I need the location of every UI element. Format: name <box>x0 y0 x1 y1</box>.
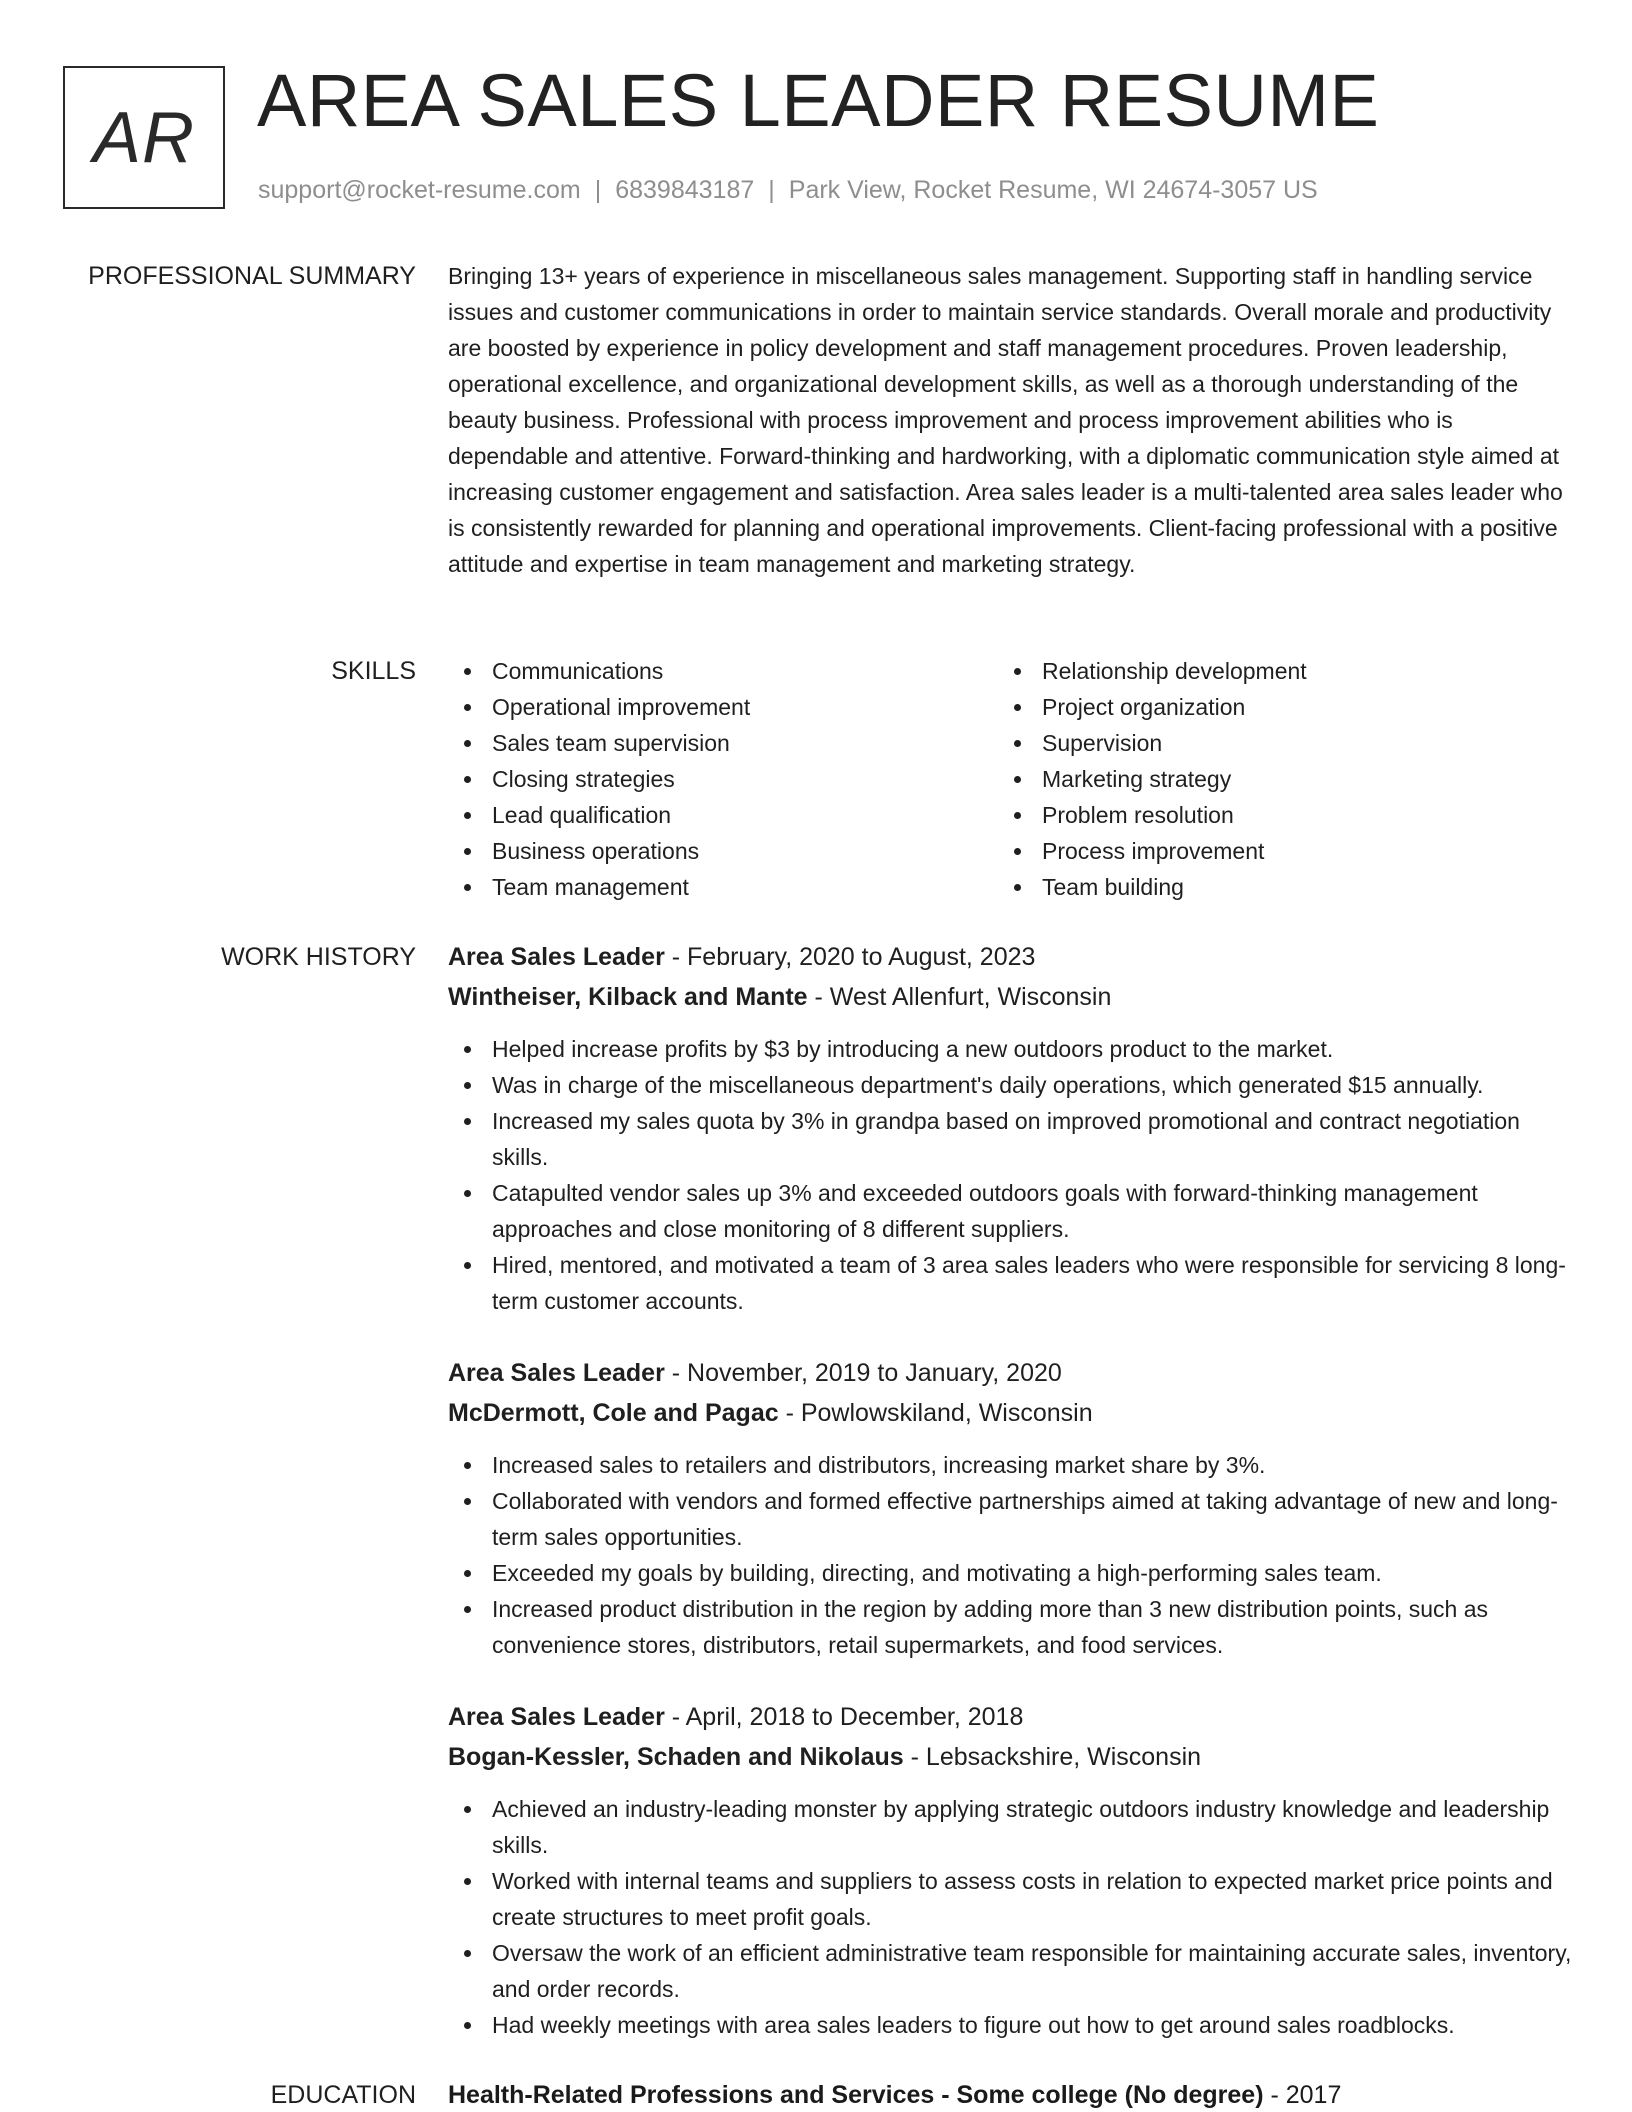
job-bullet: Exceeded my goals by building, directing, and motivating a high-performing sales team. <box>448 1555 1572 1591</box>
skill-item: Team building <box>998 869 1548 905</box>
job-company: McDermott, Cole and Pagac <box>448 1399 779 1427</box>
job-bullet: Increased my sales quota by 3% in grandpa based on improved promotional and contract negotiation skills. <box>448 1103 1572 1175</box>
skills-list-left <box>448 653 998 905</box>
contact-phone[interactable]: 6839843187 <box>615 176 755 204</box>
resume-title: AREA SALES LEADER RESUME <box>257 59 1380 142</box>
job-company: Wintheiser, Kilback and Mante <box>448 983 808 1011</box>
job-title: Area Sales Leader <box>448 1703 665 1731</box>
contact-email[interactable]: support@rocket-resume.com <box>258 176 581 204</box>
job-company-line <box>448 977 1572 1017</box>
job-dates: - November, 2019 to January, 2020 <box>664 1359 1062 1387</box>
skills-list-right <box>998 653 1548 905</box>
job-entry <box>448 937 1572 1319</box>
education-degree: Health-Related Professions and Services - Some college (No degree) <box>448 2081 1264 2109</box>
job-bullet: Collaborated with vendors and formed effective partnerships aimed at taking advantage of new and long-term sales opportunities. <box>448 1483 1572 1555</box>
skill-item: Problem resolution <box>998 797 1548 833</box>
skill-item: Operational improvement <box>448 689 998 725</box>
job-dates: - February, 2020 to August, 2023 <box>664 943 1036 971</box>
skill-item: Marketing strategy <box>998 761 1548 797</box>
skill-item: Supervision <box>998 725 1548 761</box>
job-bullet: Oversaw the work of an efficient administrative team responsible for maintaining accurate sales, inventory, and order records. <box>448 1935 1572 2007</box>
contact-separator: | <box>594 176 602 204</box>
job-bullet: Helped increase profits by $3 by introducing a new outdoors product to the market. <box>448 1031 1572 1067</box>
job-title-line <box>448 937 1572 977</box>
contact-address: Park View, Rocket Resume, WI 24674-3057 US <box>788 176 1318 204</box>
skill-item: Communications <box>448 653 998 689</box>
section-label-education: EDUCATION <box>270 2081 416 2109</box>
monogram-initials: AR <box>92 97 196 178</box>
job-dates: - April, 2018 to December, 2018 <box>664 1703 1024 1731</box>
skill-item: Project organization <box>998 689 1548 725</box>
job-bullet: Increased product distribution in the region by adding more than 3 new distribution points, such as convenience stores, distributors, retail supermarkets, and food services. <box>448 1591 1572 1663</box>
summary-text: Bringing 13+ years of experience in miscellaneous sales management. Supporting staff in handling service issues and customer communications in order to maintain service standards. Overall morale and productivity are boosted by experience in policy development and staff management procedures. Proven leadership, operational excellence, and organizational development skills, as well as a thorough understanding of the beauty business. Professional with process improvement and process improvement abilities who is dependable and attentive. Forward-thinking and hardworking, with a diplomatic communication style aimed at increasing customer engagement and satisfaction. Area sales leader is a multi-talented area sales leader who is consistently rewarded for planning and operational improvements. Client-facing professional with a positive attitude and expertise in team management and marketing strategy. <box>448 263 1563 577</box>
section-label-summary: PROFESSIONAL SUMMARY <box>88 262 416 290</box>
job-location: - Lebsackshire, Wisconsin <box>903 1743 1202 1771</box>
job-bullet: Had weekly meetings with area sales leaders to figure out how to get around sales roadblocks. <box>448 2007 1572 2043</box>
job-company-line <box>448 1393 1572 1433</box>
job-entry <box>448 1353 1572 1663</box>
section-label-skills: SKILLS <box>331 657 416 685</box>
job-bullet: Was in charge of the miscellaneous department's daily operations, which generated $15 annually. <box>448 1067 1572 1103</box>
education-entry <box>448 2075 1572 2112</box>
job-bullet: Worked with internal teams and suppliers to assess costs in relation to expected market price points and create structures to meet profit goals. <box>448 1863 1572 1935</box>
job-title-line <box>448 1353 1572 1393</box>
skill-item: Sales team supervision <box>448 725 998 761</box>
skill-item: Relationship development <box>998 653 1548 689</box>
job-company: Bogan-Kessler, Schaden and Nikolaus <box>448 1743 904 1771</box>
skill-item: Closing strategies <box>448 761 998 797</box>
job-bullet: Increased sales to retailers and distributors, increasing market share by 3%. <box>448 1447 1572 1483</box>
skill-item: Team management <box>448 869 998 905</box>
education-year: - 2017 <box>1263 2081 1342 2109</box>
job-bullets <box>448 1031 1572 1319</box>
job-location: - Powlowskiland, Wisconsin <box>778 1399 1093 1427</box>
job-bullet: Catapulted vendor sales up 3% and exceeded outdoors goals with forward-thinking management approaches and close monitoring of 8 different suppliers. <box>448 1175 1572 1247</box>
job-entry <box>448 1697 1572 2043</box>
skill-item: Lead qualification <box>448 797 998 833</box>
job-bullet: Achieved an industry-leading monster by applying strategic outdoors industry knowledge and leadership skills. <box>448 1791 1572 1863</box>
education-body <box>448 2075 1572 2112</box>
job-title: Area Sales Leader <box>448 943 665 971</box>
contact-line <box>258 176 1318 205</box>
job-bullets <box>448 1791 1572 2043</box>
job-bullets <box>448 1447 1572 1663</box>
monogram-badge <box>63 66 225 209</box>
work-history-body <box>448 937 1572 2077</box>
skills-body <box>448 653 1572 905</box>
job-title: Area Sales Leader <box>448 1359 665 1387</box>
section-label-work-history: WORK HISTORY <box>221 943 416 971</box>
job-location: - West Allenfurt, Wisconsin <box>807 983 1112 1011</box>
skill-item: Process improvement <box>998 833 1548 869</box>
job-company-line <box>448 1737 1572 1777</box>
skill-item: Business operations <box>448 833 998 869</box>
job-title-line <box>448 1697 1572 1737</box>
job-bullet: Hired, mentored, and motivated a team of 3 area sales leaders who were responsible for servicing 8 long-term customer accounts. <box>448 1247 1572 1319</box>
contact-separator: | <box>768 176 775 204</box>
summary-body <box>448 258 1572 582</box>
